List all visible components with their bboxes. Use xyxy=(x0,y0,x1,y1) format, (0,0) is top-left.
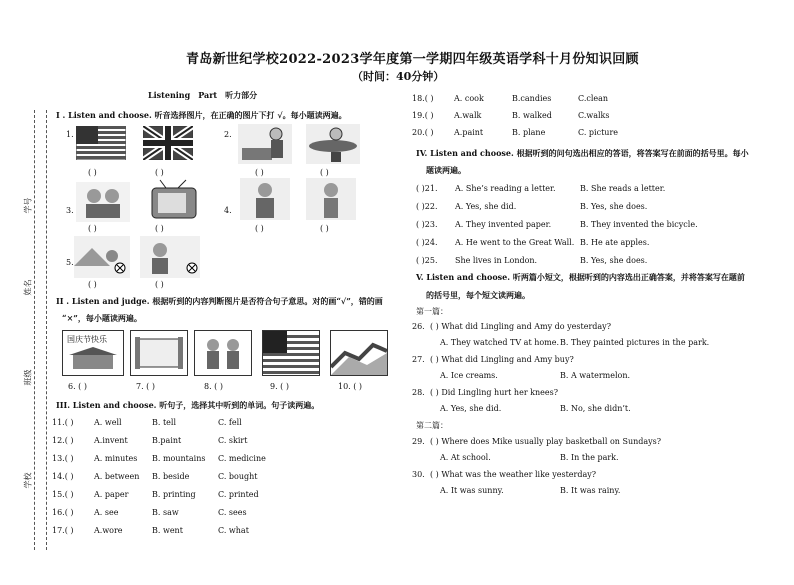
s5-option-b[interactable]: B. They painted pictures in the park. xyxy=(560,338,710,347)
s3-item-number[interactable]: 18.( ) xyxy=(412,94,434,103)
q5a-blank[interactable]: ( ) xyxy=(88,280,97,289)
q4b-blank[interactable]: ( ) xyxy=(320,224,329,233)
s3-item-number[interactable]: 14.( ) xyxy=(52,472,74,481)
q4-number: 4. xyxy=(224,206,232,215)
s5-question[interactable]: ( ) Where does Mike usually play basketball on Sundays? xyxy=(430,437,662,446)
kids-icon xyxy=(195,331,251,375)
s4-option-b[interactable]: B. Yes, she does. xyxy=(580,256,648,265)
s4-item-number[interactable]: ( )25. xyxy=(416,256,438,265)
s3-option-a[interactable]: A. paper xyxy=(94,490,129,499)
s4-option-b[interactable]: B. She reads a letter. xyxy=(580,184,666,193)
section5-heading-line2: 的括号里，每个短文读两遍。 xyxy=(426,290,530,300)
q3-number: 3. xyxy=(66,206,74,215)
q8[interactable]: 8. ( ) xyxy=(204,382,223,391)
boy-cooking-picture xyxy=(238,124,292,164)
s5-item-number: 30. xyxy=(412,470,425,479)
s3-option-c[interactable]: C. skirt xyxy=(218,436,248,445)
q2b-blank[interactable]: ( ) xyxy=(320,168,329,177)
s5-item-number: 26. xyxy=(412,322,425,331)
s4-option-b[interactable]: B. Yes, she does. xyxy=(580,202,648,211)
section1-heading: I . Listen and choose. 听音选择图片，在正确的图片下打 √。每小题读两遍。 xyxy=(56,110,347,120)
s3-option-a[interactable]: A.walk xyxy=(454,111,482,120)
s3-option-c[interactable]: C. printed xyxy=(218,490,259,499)
boy-playing-picture xyxy=(140,236,200,278)
s4-option-a[interactable]: A. They invented paper. xyxy=(455,220,552,229)
section2-heading: II . Listen and judge. 根据听到的内容判断图片是否符合句子意思。对的画“√”，错的画 xyxy=(56,296,383,306)
s5-option-b[interactable]: B. It was rainy. xyxy=(560,486,621,495)
q10[interactable]: 10. ( ) xyxy=(338,382,363,391)
s5-item-number: 27. xyxy=(412,355,425,364)
s3-option-c[interactable]: C.clean xyxy=(578,94,609,103)
s5-option-b[interactable]: B. A watermelon. xyxy=(560,371,631,380)
boy-eating-picture xyxy=(240,178,290,220)
kids-playing-picture xyxy=(194,330,252,376)
s5-option-b[interactable]: B. In the park. xyxy=(560,453,619,462)
s3-option-c[interactable]: C. bought xyxy=(218,472,258,481)
s3-option-c[interactable]: C. medicine xyxy=(218,454,266,463)
s4-option-a[interactable]: She lives in London. xyxy=(455,256,538,265)
side-label-student-number: 学号 xyxy=(23,197,33,214)
q4a-blank[interactable]: ( ) xyxy=(255,224,264,233)
scroll-picture xyxy=(130,330,188,376)
s3-option-b[interactable]: B. plane xyxy=(512,128,546,137)
q6[interactable]: 6. ( ) xyxy=(68,382,87,391)
binding-line-inner xyxy=(46,110,47,550)
s4-item-number[interactable]: ( )22. xyxy=(416,202,438,211)
s3-item-number[interactable]: 11.( ) xyxy=(52,418,74,427)
great-wall-picture xyxy=(330,330,388,376)
s3-option-a[interactable]: A. between xyxy=(94,472,140,481)
s3-option-b[interactable]: B. mountains xyxy=(152,454,206,463)
s3-item-number[interactable]: 19.( ) xyxy=(412,111,434,120)
s3-option-a[interactable]: A.wore xyxy=(94,526,123,535)
s5-option-a[interactable]: A. Yes, she did. xyxy=(440,404,502,413)
s3-option-c[interactable]: C. sees xyxy=(218,508,247,517)
q3a-blank[interactable]: ( ) xyxy=(88,224,97,233)
s4-option-b[interactable]: B. They invented the bicycle. xyxy=(580,220,698,229)
q5b-blank[interactable]: ( ) xyxy=(155,280,164,289)
s5-option-b[interactable]: B. No, she didn’t. xyxy=(560,404,631,413)
q3b-blank[interactable]: ( ) xyxy=(155,224,164,233)
s4-item-number[interactable]: ( )24. xyxy=(416,238,438,247)
flag-icon xyxy=(263,331,319,375)
passage2-label: 第二篇： xyxy=(416,421,448,430)
section2-heading-line2: “×”，每小题读两遍。 xyxy=(62,313,142,323)
s5-option-a[interactable]: A. It was sunny. xyxy=(440,486,504,495)
s3-item-number[interactable]: 17.( ) xyxy=(52,526,74,535)
s5-question[interactable]: ( ) What did Lingling and Amy do yesterday? xyxy=(430,322,611,331)
s5-question[interactable]: ( ) What did Lingling and Amy buy? xyxy=(430,355,574,364)
q1a-blank[interactable]: ( ) xyxy=(88,168,97,177)
listening-heading: Listening Part 听力部分 xyxy=(148,90,258,100)
s5-question[interactable]: ( ) Did Lingling hurt her knees? xyxy=(430,388,559,397)
q1-number: 1. xyxy=(66,130,74,139)
s3-option-b[interactable]: B. tell xyxy=(152,418,177,427)
s4-option-a[interactable]: A. Yes, she did. xyxy=(455,202,517,211)
q2a-blank[interactable]: ( ) xyxy=(255,168,264,177)
s5-item-number: 29. xyxy=(412,437,425,446)
s5-option-a[interactable]: A. They watched TV at home. xyxy=(440,338,560,347)
us-flag-picture xyxy=(76,126,126,160)
tiananmen-icon xyxy=(63,331,123,375)
section5-heading: V. Listen and choose. 听两篇小短文，根据听到的内容选出正确答案，并将答案写在题前 xyxy=(416,272,745,282)
s3-option-b[interactable]: B. printing xyxy=(152,490,196,499)
s5-option-a[interactable]: A. Ice creams. xyxy=(440,371,498,380)
section4-heading: IV. Listen and choose. 根据听到的问句选出相应的答语，将答案写在前面的括号里。每小 xyxy=(416,148,749,158)
page-title: 青岛新世纪学校2022-2023学年度第一学期四年级英语学科十月份知识回顾 xyxy=(186,52,639,67)
s3-option-b[interactable]: B. saw xyxy=(152,508,179,517)
q2-number: 2. xyxy=(224,130,232,139)
q9[interactable]: 9. ( ) xyxy=(270,382,289,391)
s3-option-a[interactable]: A. cook xyxy=(454,94,484,103)
s5-option-a[interactable]: A. At school. xyxy=(440,453,491,462)
q7[interactable]: 7. ( ) xyxy=(136,382,155,391)
s3-option-a[interactable]: A.invent xyxy=(94,436,128,445)
section3-heading: III. Listen and choose. 听句子，选择其中听到的单词。句子读两遍。 xyxy=(56,400,320,410)
s3-option-c[interactable]: C. fell xyxy=(218,418,242,427)
us-flag-picture-2 xyxy=(262,330,320,376)
s3-item-number[interactable]: 16.( ) xyxy=(52,508,74,517)
s3-item-number[interactable]: 12.( ) xyxy=(52,436,74,445)
s4-item-number[interactable]: ( )23. xyxy=(416,220,438,229)
q1b-blank[interactable]: ( ) xyxy=(155,168,164,177)
s4-option-a[interactable]: A. He went to the Great Wall. xyxy=(455,238,575,247)
passage1-label: 第一篇： xyxy=(416,307,448,316)
s3-option-b[interactable]: B. walked xyxy=(512,111,552,120)
s3-option-b[interactable]: B.candies xyxy=(512,94,552,103)
girl-tree-picture xyxy=(306,178,356,220)
s3-option-c[interactable]: C. what xyxy=(218,526,249,535)
s3-option-c[interactable]: C.walks xyxy=(578,111,610,120)
s3-item-number[interactable]: 15.( ) xyxy=(52,490,74,499)
kids-reading-picture xyxy=(76,182,130,222)
q5-number: 5. xyxy=(66,258,74,267)
s4-option-a[interactable]: A. She’s reading a letter. xyxy=(455,184,556,193)
s3-option-a[interactable]: A. well xyxy=(94,418,122,427)
s4-option-b[interactable]: B. He ate apples. xyxy=(580,238,650,247)
national-day-text: 国庆节快乐 xyxy=(67,335,107,344)
national-day-picture xyxy=(62,330,124,376)
television-picture xyxy=(148,178,200,220)
great-wall-icon xyxy=(331,331,387,375)
binding-line xyxy=(34,110,35,550)
section4-heading-line2: 题读两遍。 xyxy=(426,165,466,175)
s3-option-a[interactable]: A.paint xyxy=(454,128,484,137)
s4-item-number[interactable]: ( )21. xyxy=(416,184,438,193)
s3-option-b[interactable]: B.paint xyxy=(152,436,182,445)
s3-option-c[interactable]: C. picture xyxy=(578,128,619,137)
side-label-class: 班级 xyxy=(23,369,33,386)
s3-item-number[interactable]: 20.( ) xyxy=(412,128,434,137)
scroll-icon xyxy=(131,331,187,375)
s3-item-number[interactable]: 13.( ) xyxy=(52,454,74,463)
uk-flag-picture xyxy=(143,126,193,160)
side-label-name: 姓名 xyxy=(23,279,33,296)
s3-option-b[interactable]: B. went xyxy=(152,526,183,535)
s5-question[interactable]: ( ) What was the weather like yesterday? xyxy=(430,470,597,479)
s5-item-number: 28. xyxy=(412,388,425,397)
page-subtitle: （时间：40分钟） xyxy=(352,70,445,83)
side-label-school: 学校 xyxy=(23,472,33,489)
boy-plane-picture xyxy=(306,124,360,164)
s3-option-b[interactable]: B. beside xyxy=(152,472,190,481)
s3-option-a[interactable]: A. see xyxy=(94,508,119,517)
kids-park-picture xyxy=(74,236,130,278)
s3-option-a[interactable]: A. minutes xyxy=(94,454,138,463)
